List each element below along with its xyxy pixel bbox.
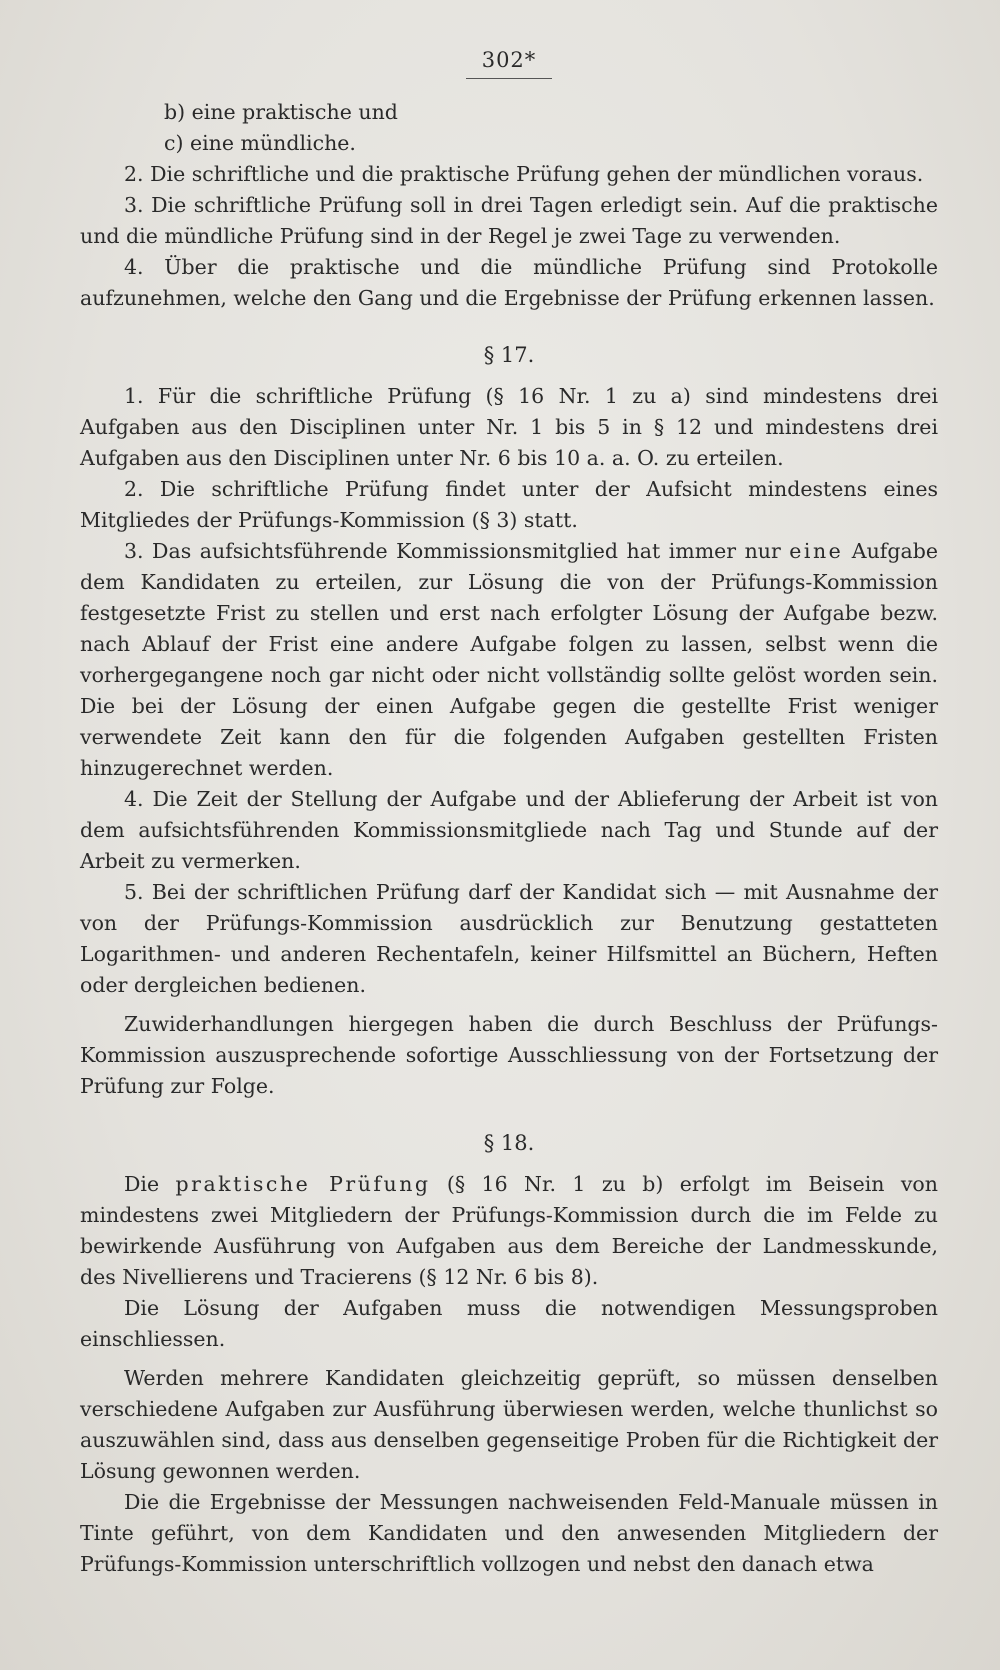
section16-paragraph-3: 3. Die schriftliche Prüfung soll in drei Tagen erledigt sein. Auf die praktische und die mündliche Prüfung sind in der Regel je zwei Tage zu verwenden. xyxy=(80,193,938,248)
section17-paragraph-3 xyxy=(80,536,938,784)
page-number-rule xyxy=(466,78,552,79)
section18-paragraph-1-end: (§ 16 Nr. 1 zu b) erfolgt im Beisein von mindestens zwei Mitgliedern der Prüfungs-Kommission durch die im Felde zu bewirkende Ausführung von Aufgaben aus dem Bereiche der Landmesskunde, des Nivellierens und Tracierens (§ 12 Nr. 6 bis 8). xyxy=(80,1172,938,1289)
section17-paragraph-3-start: 3. Das aufsichtsführende Kommissionsmitglied hat immer nur xyxy=(124,539,790,563)
section17-paragraph-5: 5. Bei der schriftlichen Prüfung darf der Kandidat sich — mit Ausnahme der von der Prüfungs-Kommission ausdrücklich zur Benutzung gestatteten Logarithmen- und anderen Rechentafeln, keiner Hilfsmittel an Büchern, Heften oder dergleichen bedienen. xyxy=(80,880,938,997)
section18-paragraph-1 xyxy=(80,1169,938,1293)
section16-paragraph-2: 2. Die schriftliche und die praktische Prüfung gehen der mündlichen voraus. xyxy=(124,162,924,186)
body-text xyxy=(80,97,938,1580)
section17-paragraph-6: Zuwiderhandlungen hiergegen haben die durch Beschluss der Prüfungs-Kommission auszusprechende sofortige Ausschliessung von der Fortsetzung der Prüfung zur Folge. xyxy=(80,1012,938,1098)
section18-paragraph-2: Die Lösung der Aufgaben muss die notwendigen Messungsproben einschliessen. xyxy=(80,1296,938,1351)
section17-paragraph-1: 1. Für die schriftliche Prüfung (§ 16 Nr. 1 zu a) sind mindestens drei Aufgaben aus den Disciplinen unter Nr. 1 bis 5 in § 12 und mindestens drei Aufgaben aus den Disciplinen unter Nr. 6 bis 10 a. a. O. zu erteilen. xyxy=(80,384,938,470)
section18-paragraph-3: Werden mehrere Kandidaten gleichzeitig geprüft, so müssen denselben verschiedene Aufgaben zur Ausführung überwiesen werden, welche thunlichst so auszuwählen sind, dass aus denselben gegenseitige Proben für die Richtigkeit der Lösung gewonnen werden. xyxy=(80,1366,938,1483)
section-18-heading: § 18. xyxy=(483,1131,535,1155)
section18-paragraph-1-emphasis: praktische Prüfung xyxy=(175,1172,431,1196)
section17-paragraph-3-emphasis: eine xyxy=(789,539,844,563)
section17-paragraph-2: 2. Die schriftliche Prüfung findet unter der Aufsicht mindestens eines Mitgliedes der Prüfungs-Kommission (§ 3) statt. xyxy=(80,477,938,532)
section17-paragraph-4: 4. Die Zeit der Stellung der Aufgabe und der Ablieferung der Arbeit ist von dem aufsichtsführenden Kommissionsmitgliede nach Tag und Stunde auf der Arbeit zu vermerken. xyxy=(80,787,938,873)
list-item-c: c) eine mündliche. xyxy=(164,131,356,155)
section17-paragraph-3-end: Aufgabe dem Kandidaten zu erteilen, zur Lösung die von der Prüfungs-Kommission festgesetzte Frist zu stellen und erst nach erfolgter Lösung der Aufgabe bezw. nach Ablauf der Frist eine andere Aufgabe folgen zu lassen, selbst wenn die vorhergegangene noch gar nicht oder nicht vollständig sollte gelöst worden sein. Die bei der Lösung der einen Aufgabe gegen die gestellte Frist weniger verwendete Zeit kann den für die folgenden Aufgaben gestellten Fristen hinzugerechnet werden. xyxy=(80,539,938,780)
section18-paragraph-1-start: Die xyxy=(124,1172,176,1196)
section18-paragraph-4: Die die Ergebnisse der Messungen nachweisenden Feld-Manuale müssen in Tinte geführt, von dem Kandidaten und den anwesenden Mitgliedern der Prüfungs-Kommission unterschriftlich vollzogen und nebst den danach etwa xyxy=(80,1490,938,1576)
list-item-b: b) eine praktische und xyxy=(164,100,398,124)
page-number: 302* xyxy=(481,48,537,72)
section16-paragraph-4: 4. Über die praktische und die mündliche Prüfung sind Protokolle aufzunehmen, welche den Gang und die Ergebnisse der Prüfung erkennen lassen. xyxy=(80,255,938,310)
section-17-heading: § 17. xyxy=(483,343,535,367)
